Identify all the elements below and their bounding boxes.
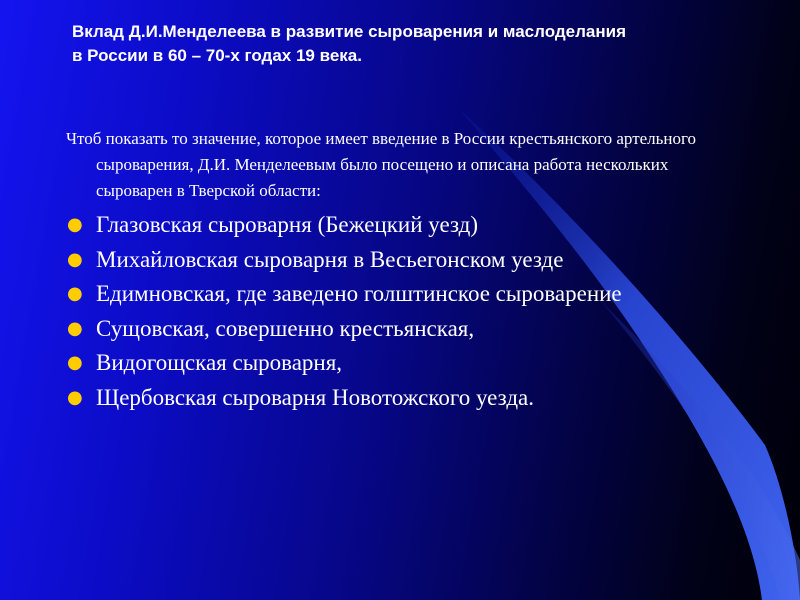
bullet-dot-icon: ● [67,248,83,270]
list-item [66,208,726,243]
sites-list [66,208,726,415]
bullet-dot-icon: ● [67,214,83,235]
title-line-2: в России в 60 – 70-х годах 19 века. [72,46,362,65]
slide-title [72,20,782,68]
slide-body [66,126,726,415]
title-line-1: Вклад Д.И.Менделеева в развитие сыроварения и маслоделания [72,22,627,41]
list-item-text: Сущовская, совершенно крестьянская, [96,315,475,341]
list-item [66,243,726,278]
list-item-text: Щербовская сыроварня Новотожского уезда. [96,384,534,410]
intro-paragraph: Чтоб показать то значение, которое имеет введение в России крестьянского артельного сыроварения, Д.И. Менделеевым было посещено и описана работа нескольких сыроварен в Тверской области: [66,129,697,200]
list-item-text: Едимновская, где заведено голштинское сыроварение [96,281,622,306]
bullet-dot-icon: ● [67,352,83,373]
list-item [66,312,726,347]
list-item [66,277,726,312]
bullet-dot-icon: ● [67,386,83,408]
bullet-dot-icon: ● [67,283,83,304]
list-item-text: Михайловская сыроварня в Весьегонском уезде [96,246,564,272]
list-item [66,346,726,381]
bullet-dot-icon: ● [67,317,83,339]
list-item-text: Глазовская сыроварня (Бежецкий уезд) [96,212,479,237]
list-item-text: Видогощская сыроварня, [96,350,343,375]
list-item [66,381,726,416]
